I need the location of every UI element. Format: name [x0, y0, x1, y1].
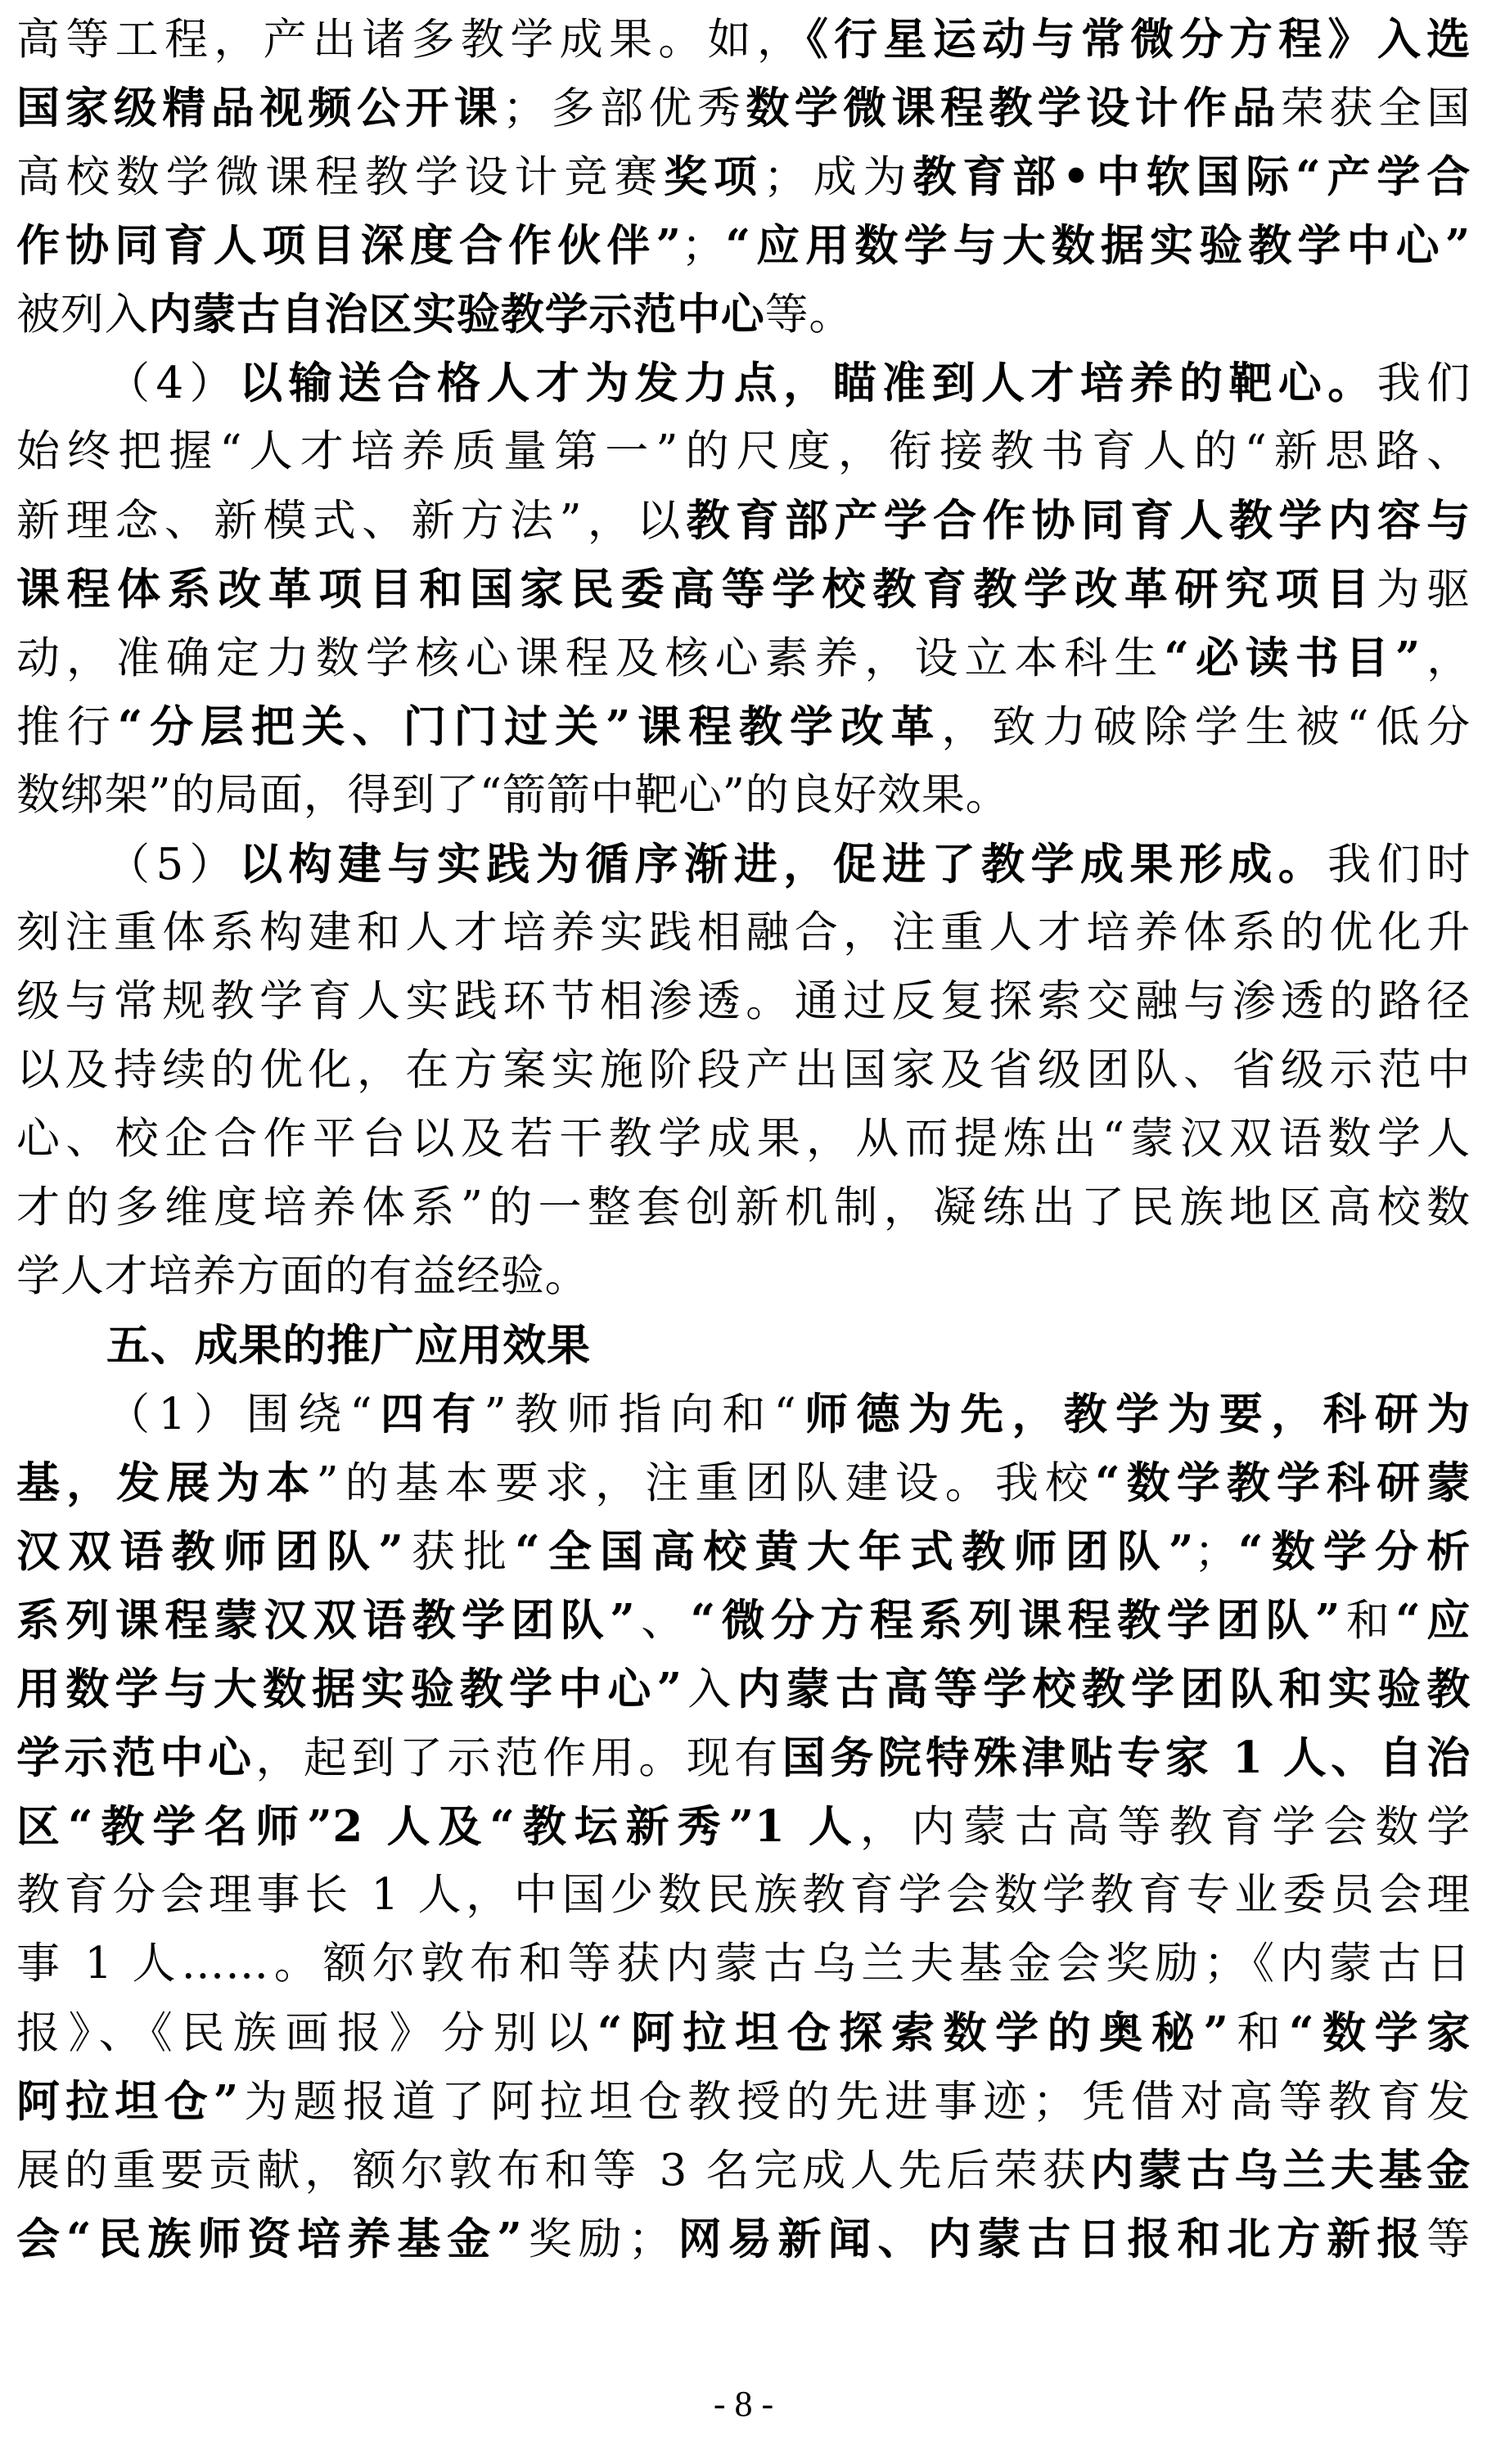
- body-text: （4）: [106, 358, 240, 408]
- emphasis-text: 网易新闻、内蒙古日报和北方新报: [672, 2214, 1427, 2264]
- body-text: ，致力破除学生被“低分: [941, 702, 1471, 752]
- text-line: [16, 1175, 1471, 1241]
- emphasis-text: 学示范中心: [16, 1732, 256, 1783]
- emphasis-text: 四有: [372, 1389, 484, 1439]
- emphasis-text: “数学分析: [1238, 1526, 1471, 1577]
- body-text: （5）: [106, 840, 240, 890]
- emphasis-text: 系列课程蒙汉双语教学团队”: [16, 1595, 636, 1646]
- text-line: [16, 1588, 1471, 1653]
- body-text: 以及持续的优化，在方案实施阶段产出国家及省级团队、省级示范中: [16, 1045, 1471, 1095]
- emphasis-text: 国务院特殊津贴专家 1 人、自治: [782, 1732, 1471, 1783]
- emphasis-text: 汉双语教师团队”: [16, 1526, 404, 1577]
- emphasis-text: “应: [1395, 1595, 1471, 1646]
- emphasis-text: “必读书目”: [1164, 633, 1422, 683]
- body-text: 推行: [16, 702, 118, 752]
- emphasis-text: 师德为先，教学为要，科研为: [796, 1389, 1471, 1439]
- body-text: 和: [1228, 2008, 1289, 2058]
- text-line: [16, 75, 1471, 141]
- body-text: 等。: [764, 290, 854, 340]
- body-text: 荣获全国: [1280, 83, 1471, 133]
- emphasis-text: 阿拉坦仓”: [16, 2076, 240, 2127]
- body-text: 为驱: [1376, 565, 1471, 615]
- body-text: 入: [682, 1664, 737, 1714]
- text-line: [16, 1519, 1471, 1584]
- emphasis-text: “分层把关、门门过关”课程教学改革: [117, 701, 942, 752]
- body-text: 数绑架”的局面，得到了“箭箭中靶心”的良好效果。: [16, 770, 1010, 820]
- body-text: 为题报道了阿拉坦仓教授的先进事迹；凭借对高等教育发: [239, 2077, 1471, 2127]
- emphasis-text: 《行星运动与常微分方程》入选: [806, 14, 1471, 65]
- body-text: 学人才培养方面的有益经验。: [16, 1251, 589, 1301]
- body-text: 刻注重体系构建和人才培养实践相融合，注重人才培养体系的优化升: [16, 908, 1471, 957]
- body-text: 心、校企合作平台以及若干教学成果，从而提炼出“蒙汉双语数学人: [16, 1114, 1471, 1164]
- body-text: 高等工程，产出诸多教学成果。如，: [16, 15, 807, 65]
- body-text: 事 1 人……。额尔敦布和等获内蒙古乌兰夫基金会奖励；《内蒙古日: [16, 1939, 1471, 1989]
- body-text: 我们时: [1327, 840, 1471, 890]
- emphasis-text: 内蒙古高等学校教学团队和实验教: [737, 1664, 1471, 1714]
- text-line: [106, 831, 1471, 897]
- body-text: ；: [1194, 1527, 1239, 1577]
- text-line: [16, 763, 1471, 828]
- body-text: 展的重要贡献，额尔敦布和等 3 名完成人先后荣获: [16, 2146, 1091, 2196]
- emphasis-text: 以构建与实践为循序渐进，促进了教学成果形成。: [239, 839, 1328, 890]
- text-line: [16, 1725, 1471, 1791]
- emphasis-text: 内蒙古乌兰夫基金: [1090, 2145, 1471, 2196]
- text-line: [16, 2137, 1471, 2203]
- text-line: [16, 1863, 1471, 1928]
- text-line: [16, 2000, 1471, 2065]
- text-line: [16, 1931, 1471, 1997]
- body-text: ”教师指向和“: [484, 1390, 797, 1439]
- text-line: [16, 144, 1471, 209]
- body-text: 被列入: [16, 290, 149, 340]
- body-text: 报》、《民族画报》分别以: [16, 2008, 597, 2058]
- emphasis-text: 教育部•中软国际“产学合: [912, 151, 1471, 202]
- emphasis-text: 作协同育人项目深度合作伙伴”: [16, 220, 682, 271]
- emphasis-text: 奖项: [664, 151, 764, 202]
- body-text: 奖励；: [522, 2214, 673, 2264]
- emphasis-text: “全国高校黄大年式教师团队”: [515, 1526, 1195, 1577]
- text-line: [16, 7, 1471, 72]
- body-text: 级与常规教学育人实践环节相渗透。通过反复探索交融与渗透的路径: [16, 976, 1471, 1026]
- text-line: [16, 488, 1471, 553]
- body-text: ，内蒙古高等教育学会数学: [859, 1802, 1471, 1852]
- body-text: ，起到了示范作用。现有: [255, 1733, 782, 1783]
- text-line: [106, 1381, 1471, 1447]
- emphasis-text: “数学教学科研蒙: [1095, 1457, 1471, 1508]
- emphasis-text: “数学家: [1288, 2007, 1471, 2058]
- emphasis-text: 内蒙古自治区实验教学示范中心: [148, 289, 765, 340]
- body-text: 获批: [403, 1527, 516, 1577]
- body-text: ；: [681, 221, 726, 271]
- emphasis-text: 国家级精品视频公开课: [16, 83, 503, 133]
- emphasis-text: 教育部产学合作协同育人教学内容与: [686, 495, 1471, 546]
- body-text: （1）围绕“: [106, 1390, 373, 1439]
- text-line: [16, 556, 1471, 622]
- body-text: 始终把握“人才培养质量第一”的尺度，衔接教书育人的“新思路、: [16, 426, 1471, 476]
- text-line: [16, 213, 1471, 278]
- emphasis-text: 以输送合格人才为发力点，瞄准到人才培养的靶心。: [239, 358, 1377, 408]
- body-text: 、: [635, 1596, 691, 1646]
- text-line: [106, 350, 1471, 416]
- text-line: [16, 1244, 1471, 1309]
- text-line: [16, 694, 1471, 759]
- body-text: ；成为: [763, 152, 913, 202]
- emphasis-text: 会“民族师资培养基金”: [16, 2214, 523, 2264]
- text-line: [16, 1038, 1471, 1103]
- emphasis-text: “阿拉坦仓探索数学的奥秘”: [597, 2007, 1229, 2058]
- body-text: 高校数学微课程教学设计竞赛: [16, 152, 665, 202]
- text-line: [16, 2206, 1471, 2272]
- emphasis-text: 课程体系改革项目和国家民委高等学校教育教学改革研究项目: [16, 564, 1377, 615]
- text-line: [16, 282, 1471, 347]
- body-text: 新理念、新模式、新方法”，以: [16, 496, 687, 546]
- body-text: 和: [1341, 1596, 1396, 1646]
- text-line: [16, 1794, 1471, 1859]
- page-number: - 8 -: [713, 2384, 774, 2424]
- text-line: [16, 625, 1471, 691]
- body-text: 等: [1426, 2214, 1471, 2264]
- body-text: ”的基本要求，注重团队建设。我校: [316, 1458, 1096, 1508]
- emphasis-text: 用数学与大数据实验教学中心”: [16, 1664, 683, 1714]
- emphasis-text: 数学微课程教学设计作品: [746, 83, 1281, 133]
- emphasis-text: 区“教学名师”2 人及“教坛新秀”1 人: [16, 1801, 860, 1852]
- body-text: 我们: [1377, 358, 1471, 408]
- emphasis-text: 五、成果的推广应用效果: [106, 1320, 591, 1371]
- emphasis-text: “应用数学与大数据实验教学中心”: [725, 220, 1471, 271]
- text-line: [16, 1106, 1471, 1172]
- emphasis-text: 基，发展为本: [16, 1457, 317, 1508]
- text-line: [16, 419, 1471, 484]
- emphasis-text: “微分方程系列课程教学团队”: [690, 1595, 1341, 1646]
- text-line: [16, 2069, 1471, 2134]
- text-line: [16, 969, 1471, 1034]
- section-heading: [106, 1313, 1487, 1378]
- body-text: ；多部优秀: [502, 83, 746, 133]
- body-text: 教育分会理事长 1 人，中国少数民族教育学会数学教育专业委员会理: [16, 1870, 1471, 1920]
- body-text: 才的多维度培养体系”的一整套创新机制，凝练出了民族地区高校数: [16, 1182, 1471, 1232]
- body-text: 动，准确定力数学核心课程及核心素养，设立本科生: [16, 633, 1165, 683]
- text-line: [16, 1656, 1471, 1722]
- body-text: ，: [1421, 633, 1471, 683]
- text-line: [16, 1450, 1471, 1516]
- text-line: [16, 900, 1471, 966]
